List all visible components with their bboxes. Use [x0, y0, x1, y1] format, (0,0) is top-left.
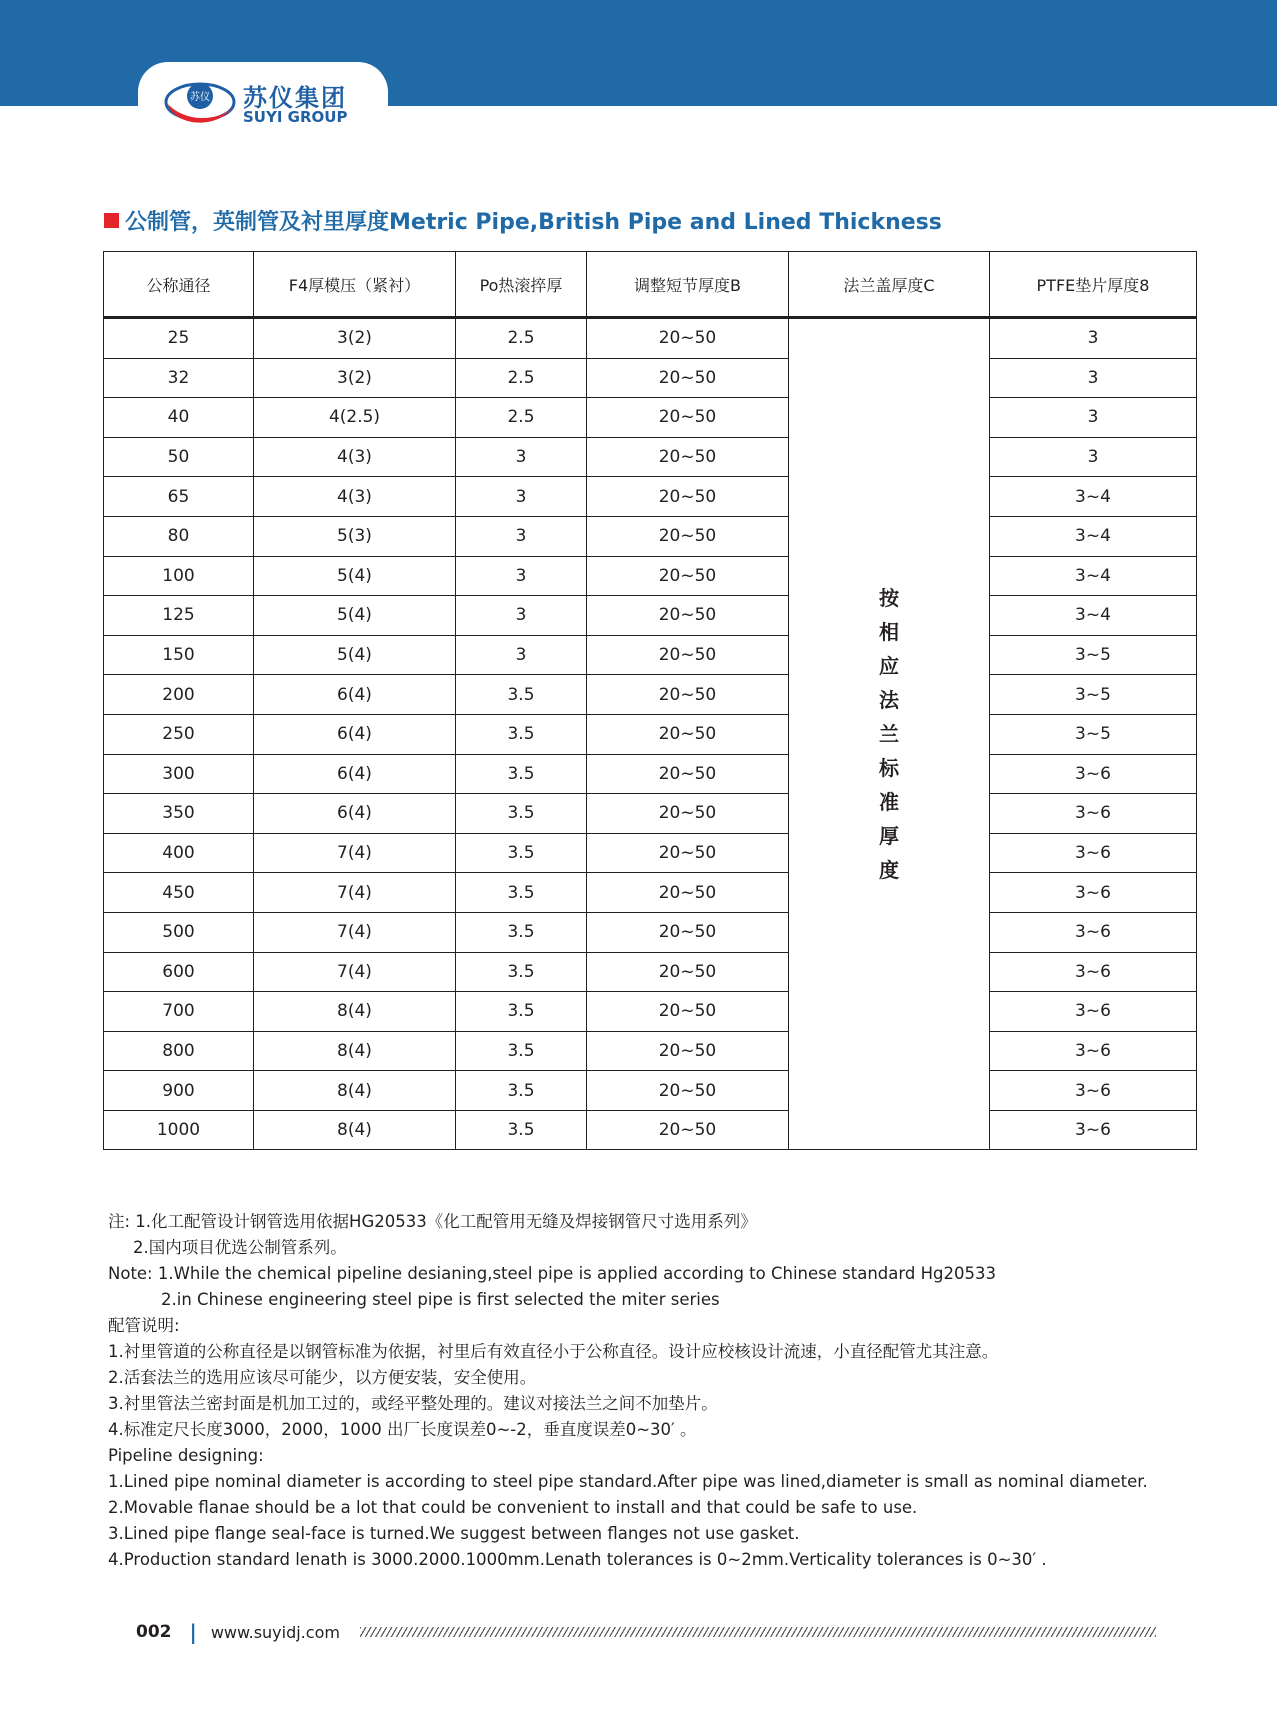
cell-adjust-spool-thickness: 20~50 — [587, 912, 789, 952]
cell-f4-thickness: 7(4) — [254, 833, 456, 873]
cell-ptfe-gasket-thickness: 3~4 — [990, 477, 1197, 517]
cell-nominal-diameter: 65 — [104, 477, 254, 517]
cn-design-2: 2.活套法兰的选用应该尽可能少，以方便安装，安全使用。 — [108, 1368, 537, 1387]
suyi-logo-icon — [160, 70, 240, 130]
cell-nominal-diameter: 200 — [104, 675, 254, 715]
en-design-4: 4.Production standard lenath is 3000.2000.1000mm.Lenath tolerances is 0~2mm.Verticality tolerances is 0~30′ . — [108, 1550, 1047, 1569]
cell-po-thickness: 3 — [456, 477, 587, 517]
cell-ptfe-gasket-thickness: 3~6 — [990, 912, 1197, 952]
cell-ptfe-gasket-thickness: 3~6 — [990, 794, 1197, 834]
cell-ptfe-gasket-thickness: 3~6 — [990, 1031, 1197, 1071]
header-po-thickness: Po热滚捽厚 — [456, 252, 587, 318]
cn-note-2: 2.国内项目优选公制管系列。 — [133, 1238, 347, 1257]
cn-design-title: 配管说明: — [108, 1316, 180, 1335]
cell-adjust-spool-thickness: 20~50 — [587, 675, 789, 715]
table-row — [104, 992, 1197, 1032]
header-nominal-diameter: 公称通径 — [104, 252, 254, 318]
header-blind-flange-thickness: 法兰盖厚度C — [789, 252, 990, 318]
cell-f4-thickness: 7(4) — [254, 873, 456, 913]
table-row — [104, 714, 1197, 754]
cell-po-thickness: 3 — [456, 635, 587, 675]
cn-design-1: 1.衬里管道的公称直径是以钢管标准为依据，衬里后有效直径小于公称直径。设计应校核设计流速，小直径配管尤其注意。 — [108, 1342, 999, 1361]
cell-po-thickness: 3.5 — [456, 1110, 587, 1150]
cell-nominal-diameter: 450 — [104, 873, 254, 913]
cell-nominal-diameter: 350 — [104, 794, 254, 834]
cell-ptfe-gasket-thickness: 3 — [990, 358, 1197, 398]
cell-adjust-spool-thickness: 20~50 — [587, 833, 789, 873]
cell-po-thickness: 3 — [456, 516, 587, 556]
cell-po-thickness: 3.5 — [456, 833, 587, 873]
cell-nominal-diameter: 900 — [104, 1071, 254, 1111]
en-design-3: 3.Lined pipe flange seal-face is turned.We suggest between flanges not use gasket. — [108, 1524, 800, 1543]
cell-po-thickness: 3.5 — [456, 992, 587, 1032]
table-row — [104, 596, 1197, 636]
en-design-2: 2.Movable flanae should be a lot that could be convenient to install and that could be safe to use. — [108, 1498, 918, 1517]
cell-f4-thickness: 5(3) — [254, 516, 456, 556]
table-row — [104, 556, 1197, 596]
cell-adjust-spool-thickness: 20~50 — [587, 1031, 789, 1071]
cell-adjust-spool-thickness: 20~50 — [587, 516, 789, 556]
cell-f4-thickness: 7(4) — [254, 912, 456, 952]
table-row — [104, 912, 1197, 952]
section-title-text: 公制管，英制管及衬里厚度Metric Pipe,British Pipe and Lined Thickness — [125, 209, 942, 235]
cell-adjust-spool-thickness: 20~50 — [587, 714, 789, 754]
hatch-divider — [360, 1627, 1156, 1637]
cell-nominal-diameter: 800 — [104, 1031, 254, 1071]
cell-po-thickness: 3.5 — [456, 952, 587, 992]
cell-adjust-spool-thickness: 20~50 — [587, 754, 789, 794]
cell-adjust-spool-thickness: 20~50 — [587, 358, 789, 398]
table-row — [104, 398, 1197, 438]
cell-adjust-spool-thickness: 20~50 — [587, 596, 789, 636]
cn-design-3: 3.衬里管法兰密封面是机加工过的，或经平整处理的。建议对接法兰之间不加垫片。 — [108, 1394, 718, 1413]
cell-f4-thickness: 6(4) — [254, 794, 456, 834]
cn-design-4: 4.标准定尺长度3000，2000，1000 出厂长度误差0~-2，垂直度误差0~30′ 。 — [108, 1420, 697, 1439]
cell-nominal-diameter: 500 — [104, 912, 254, 952]
website-link[interactable]: www.suyidj.com — [210, 1622, 340, 1642]
cell-adjust-spool-thickness: 20~50 — [587, 556, 789, 596]
cell-adjust-spool-thickness: 20~50 — [587, 794, 789, 834]
notes-section — [108, 1209, 1188, 1573]
cell-nominal-diameter: 250 — [104, 714, 254, 754]
cell-flange-standard-note — [789, 318, 990, 1150]
table-row — [104, 833, 1197, 873]
cell-adjust-spool-thickness: 20~50 — [587, 635, 789, 675]
logo-english-name: SUYI GROUP — [243, 108, 348, 126]
table-row — [104, 952, 1197, 992]
table-row — [104, 635, 1197, 675]
cell-f4-thickness: 3(2) — [254, 318, 456, 359]
table-row — [104, 516, 1197, 556]
cell-ptfe-gasket-thickness: 3~6 — [990, 992, 1197, 1032]
cell-nominal-diameter: 400 — [104, 833, 254, 873]
cell-ptfe-gasket-thickness: 3~5 — [990, 675, 1197, 715]
cell-po-thickness: 3.5 — [456, 1071, 587, 1111]
cell-po-thickness: 2.5 — [456, 398, 587, 438]
cell-f4-thickness: 8(4) — [254, 1031, 456, 1071]
cell-ptfe-gasket-thickness: 3~6 — [990, 873, 1197, 913]
cell-ptfe-gasket-thickness: 3~6 — [990, 952, 1197, 992]
cell-po-thickness: 3.5 — [456, 912, 587, 952]
en-design-1: 1.Lined pipe nominal diameter is according to steel pipe standard.After pipe was lined,diameter is small as nominal diameter. — [108, 1472, 1148, 1491]
cell-adjust-spool-thickness: 20~50 — [587, 952, 789, 992]
cell-ptfe-gasket-thickness: 3~4 — [990, 516, 1197, 556]
cell-ptfe-gasket-thickness: 3~4 — [990, 556, 1197, 596]
cell-nominal-diameter: 1000 — [104, 1110, 254, 1150]
cell-nominal-diameter: 50 — [104, 437, 254, 477]
cell-po-thickness: 3.5 — [456, 754, 587, 794]
cell-f4-thickness: 4(3) — [254, 437, 456, 477]
cell-po-thickness: 3.5 — [456, 873, 587, 913]
cell-f4-thickness: 6(4) — [254, 754, 456, 794]
cell-f4-thickness: 4(2.5) — [254, 398, 456, 438]
logo-badge: 苏仪 — [190, 92, 210, 103]
header-f4-thickness: F4厚模压（紧衬） — [254, 252, 456, 318]
header-ptfe-gasket-thickness: PTFE垫片厚度8 — [990, 252, 1197, 318]
cell-po-thickness: 3 — [456, 596, 587, 636]
cell-nominal-diameter: 300 — [104, 754, 254, 794]
cell-ptfe-gasket-thickness: 3~5 — [990, 635, 1197, 675]
cell-po-thickness: 3.5 — [456, 794, 587, 834]
section-title — [104, 206, 942, 234]
en-note-1: Note: 1.While the chemical pipeline desianing,steel pipe is applied according to Chinese standard Hg20533 — [108, 1264, 996, 1283]
cell-f4-thickness: 6(4) — [254, 714, 456, 754]
cell-nominal-diameter: 700 — [104, 992, 254, 1032]
cell-po-thickness: 3.5 — [456, 714, 587, 754]
cell-ptfe-gasket-thickness: 3~6 — [990, 833, 1197, 873]
table-row — [104, 1110, 1197, 1150]
cell-nominal-diameter: 25 — [104, 318, 254, 359]
cell-f4-thickness: 8(4) — [254, 1071, 456, 1111]
cell-adjust-spool-thickness: 20~50 — [587, 1071, 789, 1111]
cell-ptfe-gasket-thickness: 3~5 — [990, 714, 1197, 754]
cell-adjust-spool-thickness: 20~50 — [587, 1110, 789, 1150]
cell-nominal-diameter: 80 — [104, 516, 254, 556]
cell-nominal-diameter: 150 — [104, 635, 254, 675]
cell-adjust-spool-thickness: 20~50 — [587, 992, 789, 1032]
cell-ptfe-gasket-thickness: 3 — [990, 398, 1197, 438]
table-row — [104, 318, 1197, 359]
pipe-thickness-table — [103, 251, 1197, 1150]
cell-po-thickness: 3 — [456, 556, 587, 596]
cell-po-thickness: 3 — [456, 437, 587, 477]
cell-nominal-diameter: 100 — [104, 556, 254, 596]
table-row — [104, 437, 1197, 477]
table-row — [104, 754, 1197, 794]
cell-po-thickness: 3.5 — [456, 1031, 587, 1071]
cell-nominal-diameter: 600 — [104, 952, 254, 992]
cell-ptfe-gasket-thickness: 3~6 — [990, 754, 1197, 794]
cell-f4-thickness: 5(4) — [254, 635, 456, 675]
cell-adjust-spool-thickness: 20~50 — [587, 477, 789, 517]
table-header-row — [104, 252, 1197, 318]
cell-adjust-spool-thickness: 20~50 — [587, 873, 789, 913]
cell-adjust-spool-thickness: 20~50 — [587, 318, 789, 359]
en-design-title: Pipeline designing: — [108, 1446, 264, 1465]
cell-ptfe-gasket-thickness: 3~6 — [990, 1110, 1197, 1150]
cell-po-thickness: 2.5 — [456, 358, 587, 398]
cell-adjust-spool-thickness: 20~50 — [587, 398, 789, 438]
cell-po-thickness: 2.5 — [456, 318, 587, 359]
cell-f4-thickness: 5(4) — [254, 556, 456, 596]
cell-nominal-diameter: 32 — [104, 358, 254, 398]
table-row — [104, 873, 1197, 913]
cn-note-1: 注: 1.化工配管设计钢管选用依据HG20533《化工配管用无缝及焊接钢管尺寸选用系列》 — [108, 1212, 757, 1231]
table-row — [104, 477, 1197, 517]
cell-po-thickness: 3.5 — [456, 675, 587, 715]
cell-f4-thickness: 3(2) — [254, 358, 456, 398]
cell-ptfe-gasket-thickness: 3 — [990, 437, 1197, 477]
cell-ptfe-gasket-thickness: 3~4 — [990, 596, 1197, 636]
cell-nominal-diameter: 40 — [104, 398, 254, 438]
cell-f4-thickness: 8(4) — [254, 992, 456, 1032]
cell-f4-thickness: 8(4) — [254, 1110, 456, 1150]
red-square-icon — [104, 213, 119, 228]
cell-f4-thickness: 6(4) — [254, 675, 456, 715]
cell-f4-thickness: 7(4) — [254, 952, 456, 992]
cell-adjust-spool-thickness: 20~50 — [587, 437, 789, 477]
flange-standard-note-text: 按相应法兰标准厚度 — [879, 586, 899, 883]
header-adjust-spool-thickness: 调整短节厚度B — [587, 252, 789, 318]
table-row — [104, 675, 1197, 715]
cell-ptfe-gasket-thickness: 3 — [990, 318, 1197, 359]
cell-f4-thickness: 5(4) — [254, 596, 456, 636]
cell-nominal-diameter: 125 — [104, 596, 254, 636]
table-row — [104, 1031, 1197, 1071]
en-note-2: 2.in Chinese engineering steel pipe is first selected the miter series — [161, 1290, 720, 1309]
cell-ptfe-gasket-thickness: 3~6 — [990, 1071, 1197, 1111]
table-row — [104, 794, 1197, 834]
footer-separator: | — [189, 1620, 197, 1644]
table-row — [104, 358, 1197, 398]
page-number: 002 — [136, 1622, 172, 1642]
page-footer — [136, 1620, 1156, 1644]
table-row — [104, 1071, 1197, 1111]
cell-f4-thickness: 4(3) — [254, 477, 456, 517]
logo-chinese-name: 苏仪集团 — [243, 84, 347, 112]
